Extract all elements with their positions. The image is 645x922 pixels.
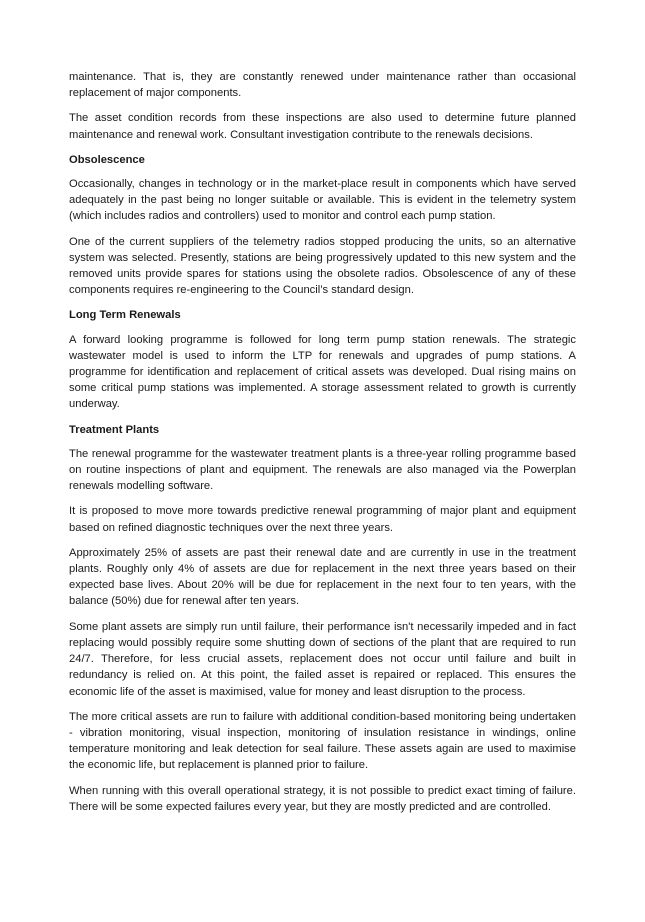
paragraph-critical-assets-monitoring: The more critical assets are run to failure with additional condition-based monitoring being undertaken - vibration monitoring, visual inspection, monitoring of insulation resistance in windings, online temperature monitoring and leak detection for seal failure. These assets again are used to maximise the economic life, but replacement is planned prior to failure. — [69, 710, 576, 772]
paragraph-predictive-renewal: It is proposed to move more towards predictive renewal programming of major plant and equipment based on refined diagnostic techniques over the next three years. — [69, 505, 576, 534]
paragraph-technology-changes: Occasionally, changes in technology or in the market-place result in components which have served adequately in the past being no longer suitable or available. This is evident in the telemetry system (which includes radios and controllers) used to monitor and control each pump station. — [69, 178, 576, 223]
paragraph-forward-looking-programme: A forward looking programme is followed for long term pump station renewals. The strategic wastewater model is used to inform the LTP for renewals and upgrades of pump stations. A programme for identification and replacement of critical assets was developed. Dual rising mains on some critical pump stations was implemented. A storage assessment related to growth is currently underway. — [69, 333, 576, 411]
paragraph-operational-strategy: When running with this overall operational strategy, it is not possible to predict exact timing of failure. There will be some expected failures every year, but they are mostly predicted and are controlled. — [69, 784, 576, 813]
document-page — [69, 69, 576, 824]
heading-treatment-plants: Treatment Plants — [69, 423, 160, 436]
paragraph-renewal-programme: The renewal programme for the wastewater treatment plants is a three-year rolling programme based on routine inspections of plant and equipment. The renewals are also managed via the Powerplan renewals modelling software. — [69, 447, 576, 493]
heading-obsolescence: Obsolescence — [69, 153, 145, 166]
heading-long-term-renewals: Long Term Renewals — [69, 309, 181, 322]
paragraph-telemetry-radios: One of the current suppliers of the telemetry radios stopped producing the units, so an alternative system was selected. Presently, stations are being progressively updated to this new system and the removed units provide spares for stations using the obsolete radios. Obsolescence of any of these components requires re-engineering to the Council’s standard design. — [69, 235, 576, 297]
paragraph-asset-condition-records: The asset condition records from these inspections are also used to determine future planned maintenance and renewal work. Consultant investigation contribute to the renewals decisions. — [69, 112, 576, 141]
paragraph-run-until-failure: Some plant assets are simply run until failure, their performance isn't necessarily impeded and in fact replacing would possibly require some shutting down of sections of the plant that are required to run 24/7. Therefore, for less crucial assets, replacement does not occur until failure and built in redundancy is relied on. At this point, the failed asset is repaired or replaced. This ensures the economic life of the asset is maximised, value for money and least disruption to the process. — [69, 620, 576, 698]
paragraph-maintenance-continuation: maintenance. That is, they are constantly renewed under maintenance rather than occasional replacement of major components. — [69, 71, 576, 100]
paragraph-asset-percentages: Approximately 25% of assets are past their renewal date and are currently in use in the treatment plants. Roughly only 4% of assets are due for replacement in the next three years based on their expected base lives. About 20% will be due for replacement in the next four to ten years, with the balance (50%) due for renewal after ten years. — [69, 546, 576, 608]
